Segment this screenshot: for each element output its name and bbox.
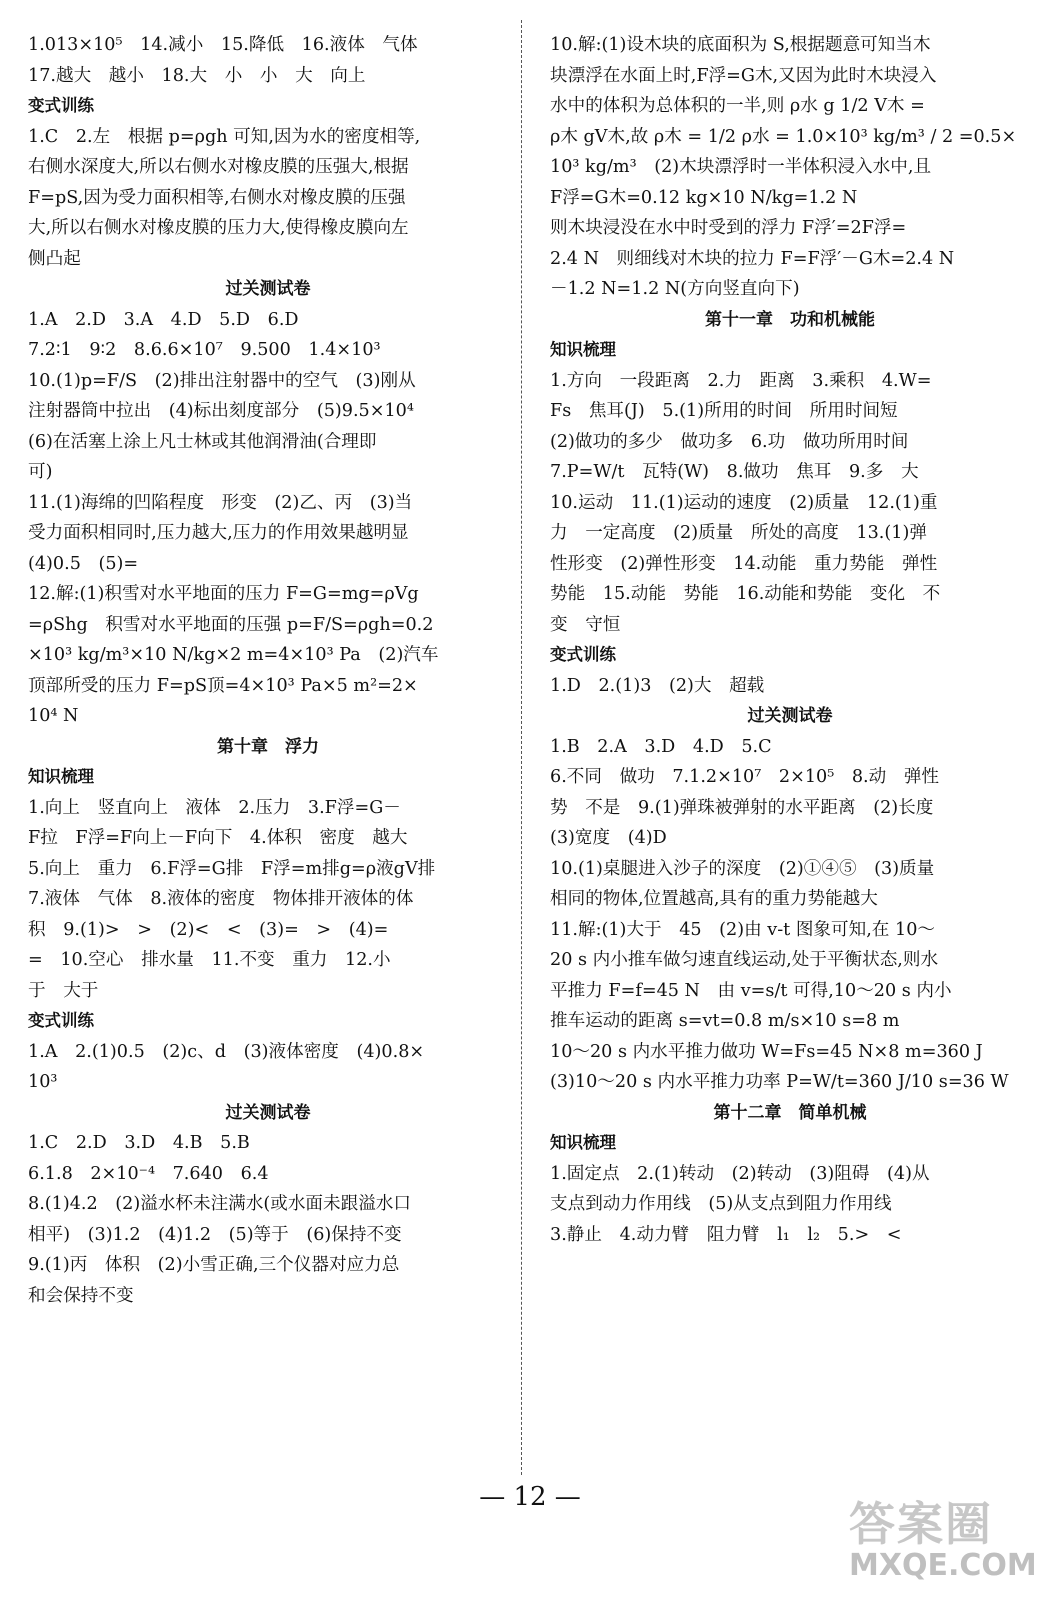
page-number: — 12 — — [479, 1482, 581, 1512]
section-heading: 变式训练 — [28, 1011, 94, 1030]
answer-line: 5.向上 重力 6.F浮=G排 F浮=m排g=ρ液gV排 — [28, 858, 436, 879]
answer-line: 变 守恒 — [550, 614, 621, 635]
answer-line: 9.(1)丙 体积 (2)小雪正确,三个仪器对应力总 — [28, 1255, 400, 1275]
answer-line: 10.解:(1)设木块的底面积为 S,根据题意可知当木 — [550, 35, 931, 55]
answer-line: = 10.空心 排水量 11.不变 重力 12.小 — [28, 950, 391, 970]
answer-line: 10³ kg/m³ (2)木块漂浮时一半体积浸入水中,且 — [550, 157, 932, 177]
answer-line: Fs 焦耳(J) 5.(1)所用的时间 所用时间短 — [550, 401, 898, 421]
section-heading: 知识梳理 — [550, 1133, 616, 1152]
answer-line: 10.运动 11.(1)运动的速度 (2)质量 12.(1)重 — [550, 492, 938, 513]
answer-line: 相平) (3)1.2 (4)1.2 (5)等于 (6)保持不变 — [28, 1224, 402, 1245]
answer-line: (2)做功的多少 做功多 6.功 做功所用时间 — [550, 431, 909, 452]
answer-line: 12.解:(1)积雪对水平地面的压力 F=G=mg=ρVg — [28, 584, 419, 604]
section-heading: 知识梳理 — [28, 767, 94, 786]
chapter-title: 过关测试卷 — [225, 279, 311, 299]
watermark-logo: 答案圈 — [849, 1497, 993, 1551]
answer-line: 推车运动的距离 s=vt=0.8 m/s×10 s=8 m — [550, 1011, 900, 1031]
chapter-title: 过关测试卷 — [747, 706, 833, 726]
answer-line: 受力面积相同时,压力越大,压力的作用效果越明显 — [28, 523, 409, 543]
answer-line: 大,所以右侧水对橡皮膜的压力大,使得橡皮膜向左 — [28, 218, 409, 238]
answer-line: 1.A 2.D 3.A 4.D 5.D 6.D — [28, 309, 299, 330]
answer-line: F=pS,因为受力面积相等,右侧水对橡皮膜的压强 — [28, 187, 406, 208]
answer-line: 水中的体积为总体积的一半,则 ρ水 g 1/2 V木 = — [550, 96, 925, 116]
answer-line: 2.4 N 则细线对木块的拉力 F=F浮′－G木=2.4 N — [550, 248, 955, 269]
answer-line: =ρShg 积雪对水平地面的压强 p=F/S=ρgh=0.2 — [28, 614, 434, 635]
right-column — [550, 30, 1030, 1250]
answer-line: 于 大于 — [28, 980, 99, 1001]
answer-line: 6.不同 做功 7.1.2×10⁷ 2×10⁵ 8.动 弹性 — [550, 767, 940, 787]
section-heading: 变式训练 — [28, 96, 94, 115]
answer-line: 平推力 F=f=45 N 由 v=s/t 可得,10～20 s 内小 — [550, 980, 952, 1001]
answer-line: 和会保持不变 — [28, 1285, 134, 1306]
answer-line: (6)在活塞上涂上凡士林或其他润滑油(合理即 — [28, 431, 377, 452]
answer-line: ρ木 gV木,故 ρ木 = 1/2 ρ水 = 1.0×10³ kg/m³ / 2 =0.5× — [550, 126, 1017, 147]
answer-line: 1.A 2.(1)0.5 (2)c、d (3)液体密度 (4)0.8× — [28, 1041, 425, 1062]
section-heading: 变式训练 — [550, 645, 616, 664]
chapter-title: 过关测试卷 — [225, 1102, 311, 1123]
answer-line: 则木块浸没在水中时受到的浮力 F浮′=2F浮= — [550, 218, 907, 238]
answer-line: 块漂浮在水面上时,F浮=G木,又因为此时木块浸入 — [550, 65, 937, 86]
answer-line: (4)0.5 (5)= — [28, 553, 139, 574]
answer-line: (3)10～20 s 内水平推力功率 P=W/t=360 J/10 s=36 W — [550, 1072, 1009, 1092]
answer-line: 6.1.8 2×10⁻⁴ 7.640 6.4 — [28, 1163, 269, 1184]
answer-line: 积 9.(1)> > (2)< < (3)= > (4)= — [28, 919, 389, 940]
answer-line: 1.013×10⁵ 14.减小 15.降低 16.液体 气体 — [28, 35, 418, 55]
answer-line: 10.(1)p=F/S (2)排出注射器中的空气 (3)刚从 — [28, 370, 416, 391]
answer-line: 势能 15.动能 势能 16.动能和势能 变化 不 — [550, 584, 941, 604]
watermark-url: MXQE.COM — [849, 1548, 1037, 1583]
answer-line: F拉 F浮=F向上－F向下 4.体积 密度 越大 — [28, 828, 408, 848]
answer-line: 7.2∶1 9∶2 8.6.6×10⁷ 9.500 1.4×10³ — [28, 340, 381, 360]
answer-line: 1.固定点 2.(1)转动 (2)转动 (3)阻碍 (4)从 — [550, 1163, 930, 1184]
watermark — [849, 1488, 1039, 1588]
column-divider — [521, 20, 522, 1475]
answer-line: 8.(1)4.2 (2)溢水杯未注满水(或水面未跟溢水口 — [28, 1194, 411, 1214]
answer-line: 顶部所受的压力 F=pS顶=4×10³ Pa×5 m²=2× — [28, 675, 418, 696]
answer-line: 11.解:(1)大于 45 (2)由 v-t 图象可知,在 10～ — [550, 919, 935, 940]
chapter-title: 第十章 浮力 — [217, 736, 319, 757]
answer-line: 注射器筒中拉出 (4)标出刻度部分 (5)9.5×10⁴ — [28, 401, 414, 421]
chapter-title: 第十一章 功和机械能 — [705, 309, 875, 330]
answer-line: 1.方向 一段距离 2.力 距离 3.乘积 4.W= — [550, 370, 932, 391]
answer-line: 力 一定高度 (2)质量 所处的高度 13.(1)弹 — [550, 523, 927, 543]
answer-line: 10⁴ N — [28, 706, 79, 726]
answer-line: 支点到动力作用线 (5)从支点到阻力作用线 — [550, 1194, 892, 1214]
answer-line: 势 不是 9.(1)弹珠被弹射的水平距离 (2)长度 — [550, 797, 934, 818]
answer-line: 1.D 2.(1)3 (2)大 超载 — [550, 675, 765, 696]
answer-line: 1.B 2.A 3.D 4.D 5.C — [550, 736, 772, 757]
answer-line: F浮=G木=0.12 kg×10 N/kg=1.2 N — [550, 187, 858, 208]
answer-line: 7.P=W/t 瓦特(W) 8.做功 焦耳 9.多 大 — [550, 462, 919, 482]
answer-line: 右侧水深度大,所以右侧水对橡皮膜的压强大,根据 — [28, 157, 409, 177]
answer-line: 侧凸起 — [28, 248, 81, 269]
answer-line: 10～20 s 内水平推力做功 W=Fs=45 N×8 m=360 J — [550, 1041, 983, 1062]
answer-line: (3)宽度 (4)D — [550, 828, 667, 848]
answer-line: 1.向上 竖直向上 液体 2.压力 3.F浮=G－ — [28, 797, 401, 818]
answer-line: －1.2 N=1.2 N(方向竖直向下) — [550, 279, 800, 299]
answer-line: ×10³ kg/m³×10 N/kg×2 m=4×10³ Pa (2)汽车 — [28, 645, 439, 665]
answer-line: 相同的物体,位置越高,具有的重力势能越大 — [550, 889, 878, 909]
answer-line: 性形变 (2)弹性形变 14.动能 重力势能 弹性 — [550, 553, 938, 574]
answer-line: 17.越大 越小 18.大 小 小 大 向上 — [28, 65, 366, 86]
answer-line: 1.C 2.D 3.D 4.B 5.B — [28, 1133, 250, 1153]
left-column — [28, 30, 508, 1311]
answer-line: 7.液体 气体 8.液体的密度 物体排开液体的体 — [28, 889, 414, 909]
section-heading: 知识梳理 — [550, 340, 616, 359]
answer-line: 10³ — [28, 1072, 58, 1092]
answer-line: 3.静止 4.动力臂 阻力臂 l₁ l₂ 5.> < — [550, 1224, 902, 1245]
answer-line: 11.(1)海绵的凹陷程度 形变 (2)乙、丙 (3)当 — [28, 492, 413, 513]
answer-line: 20 s 内小推车做匀速直线运动,处于平衡状态,则水 — [550, 950, 939, 970]
answer-line: 1.C 2.左 根据 p=ρgh 可知,因为水的密度相等, — [28, 126, 421, 147]
chapter-title: 第十二章 简单机械 — [713, 1102, 867, 1123]
answer-line: 可) — [28, 462, 53, 482]
answer-line: 10.(1)桌腿进入沙子的深度 (2)①④⑤ (3)质量 — [550, 858, 935, 879]
